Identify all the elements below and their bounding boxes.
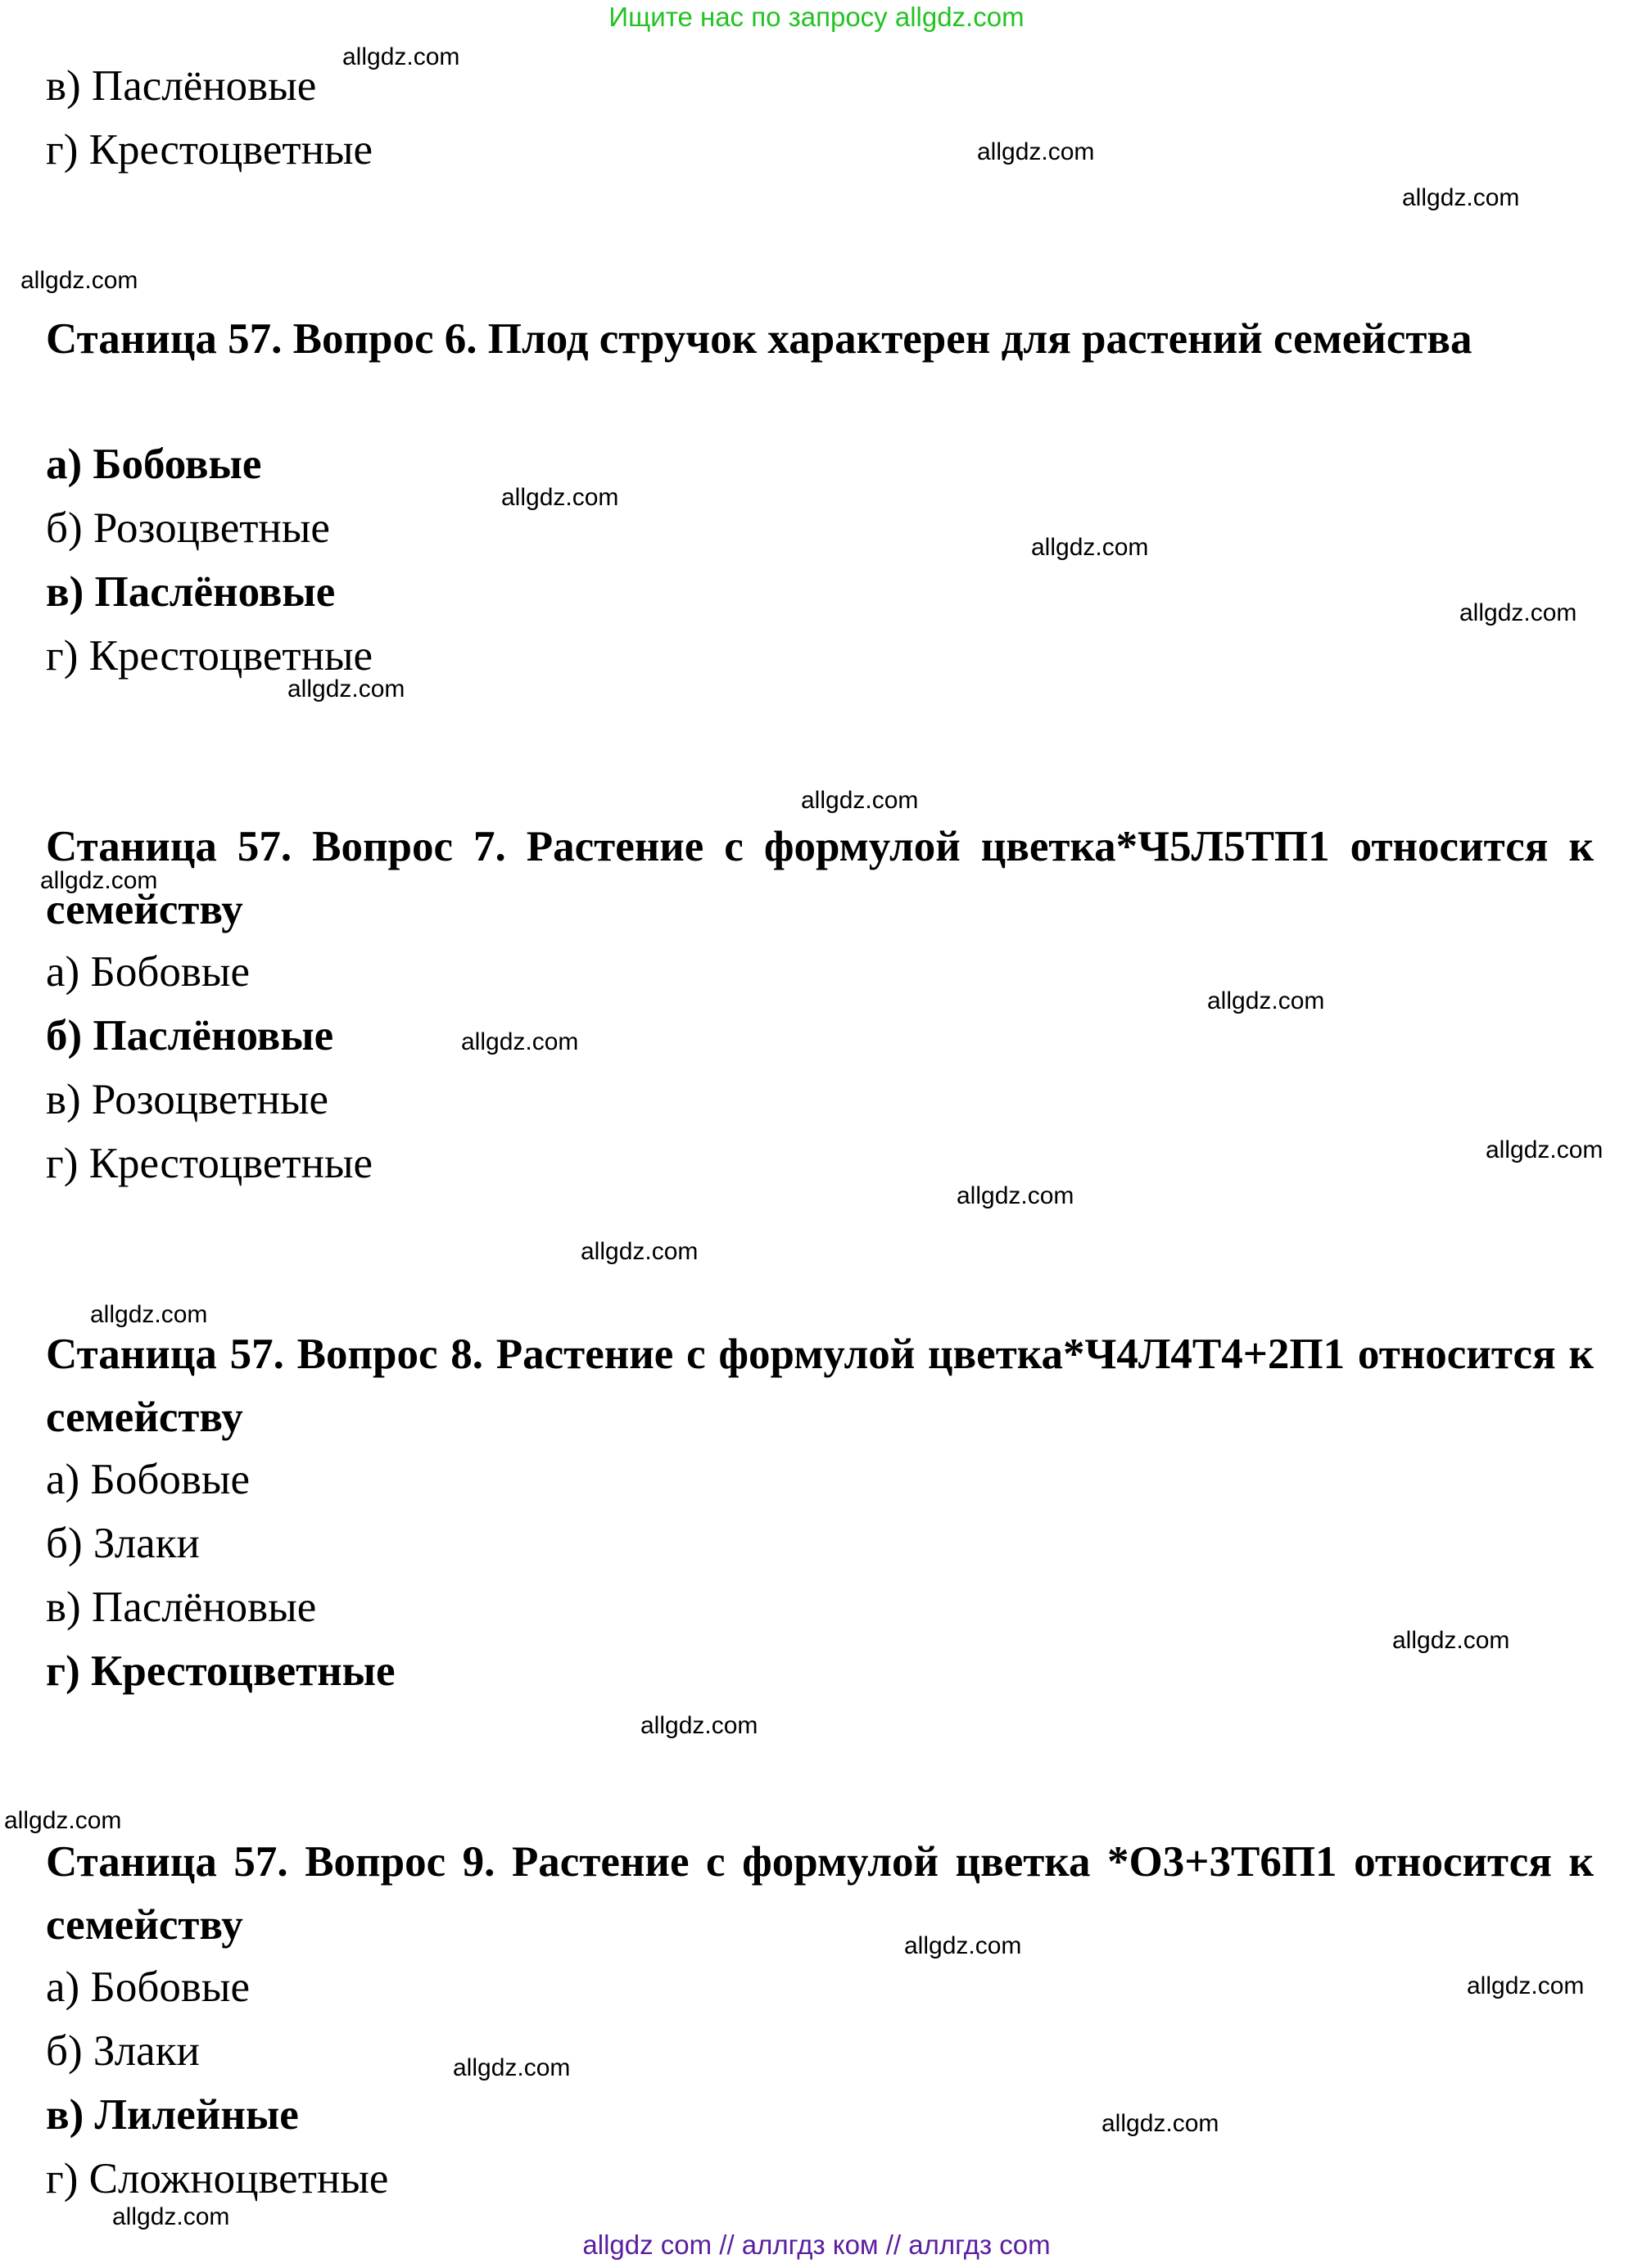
prev-option-g: г) Крестоцветные xyxy=(46,126,373,174)
watermark: allgdz.com xyxy=(501,484,619,511)
q7-option-v: в) Розоцветные xyxy=(46,1076,328,1123)
watermark: allgdz.com xyxy=(1467,1972,1585,1999)
question-8-title: Станица 57. Вопрос 8. Растение с формулой цветка*Ч4Л4Т4+2П1 относится к семейству xyxy=(46,1331,1594,1441)
watermark: allgdz.com xyxy=(957,1182,1074,1209)
question-6-title: Станица 57. Вопрос 6. Плод стручок характерен для растений семейства xyxy=(46,315,1472,363)
watermark: allgdz.com xyxy=(90,1301,208,1328)
watermark: allgdz.com xyxy=(112,2203,230,2230)
q8-option-g: г) Крестоцветные xyxy=(46,1647,396,1695)
question-7-title: Станица 57. Вопрос 7. Растение с формулой цветка*Ч5Л5ТП1 относится к семейству xyxy=(46,823,1594,933)
q8-option-b: б) Злаки xyxy=(46,1520,200,1567)
top-banner[interactable]: Ищите нас по запросу allgdz.com xyxy=(608,2,1025,32)
watermark: allgdz.com xyxy=(20,267,138,294)
watermark: allgdz.com xyxy=(40,867,158,894)
q6-option-a: а) Бобовые xyxy=(46,440,262,488)
q7-option-a: а) Бобовые xyxy=(46,948,250,996)
q9-option-g: г) Сложноцветные xyxy=(46,2155,389,2202)
q7-option-g: г) Крестоцветные xyxy=(46,1140,373,1187)
watermark: allgdz.com xyxy=(977,138,1095,165)
watermark: allgdz.com xyxy=(342,43,460,70)
question-9-title: Станица 57. Вопрос 9. Растение с формулой цветка *О3+3Т6П1 относится к семейству xyxy=(46,1838,1594,1949)
watermark: allgdz.com xyxy=(1101,2110,1219,2137)
watermark: allgdz.com xyxy=(801,787,919,814)
q6-option-g: г) Крестоцветные xyxy=(46,632,373,680)
watermark: allgdz.com xyxy=(904,1932,1022,1959)
watermark: allgdz.com xyxy=(1459,599,1577,626)
watermark: allgdz.com xyxy=(640,1712,758,1739)
q9-option-a: а) Бобовые xyxy=(46,1963,250,2011)
watermark: allgdz.com xyxy=(453,2054,571,2081)
watermark: allgdz.com xyxy=(1486,1136,1604,1163)
q6-option-v: в) Паслёновые xyxy=(46,568,336,616)
q7-option-b: б) Паслёновые xyxy=(46,1012,334,1059)
watermark: allgdz.com xyxy=(1207,987,1325,1014)
watermark: allgdz.com xyxy=(581,1238,699,1265)
watermark: allgdz.com xyxy=(1402,184,1520,211)
footer-links[interactable]: allgdz com // аллгдз ком // аллгдз com xyxy=(582,2230,1051,2260)
q6-option-b: б) Розоцветные xyxy=(46,504,330,552)
q8-option-a: а) Бобовые xyxy=(46,1456,250,1503)
q9-option-b: б) Злаки xyxy=(46,2027,200,2075)
watermark: allgdz.com xyxy=(1031,534,1149,561)
prev-option-v: в) Паслёновые xyxy=(46,62,317,110)
q8-option-v: в) Паслёновые xyxy=(46,1584,317,1631)
q9-option-v: в) Лилейные xyxy=(46,2091,299,2139)
watermark: allgdz.com xyxy=(461,1028,579,1055)
watermark: allgdz.com xyxy=(4,1807,122,1834)
watermark: allgdz.com xyxy=(1392,1627,1510,1654)
watermark: allgdz.com xyxy=(287,675,405,703)
